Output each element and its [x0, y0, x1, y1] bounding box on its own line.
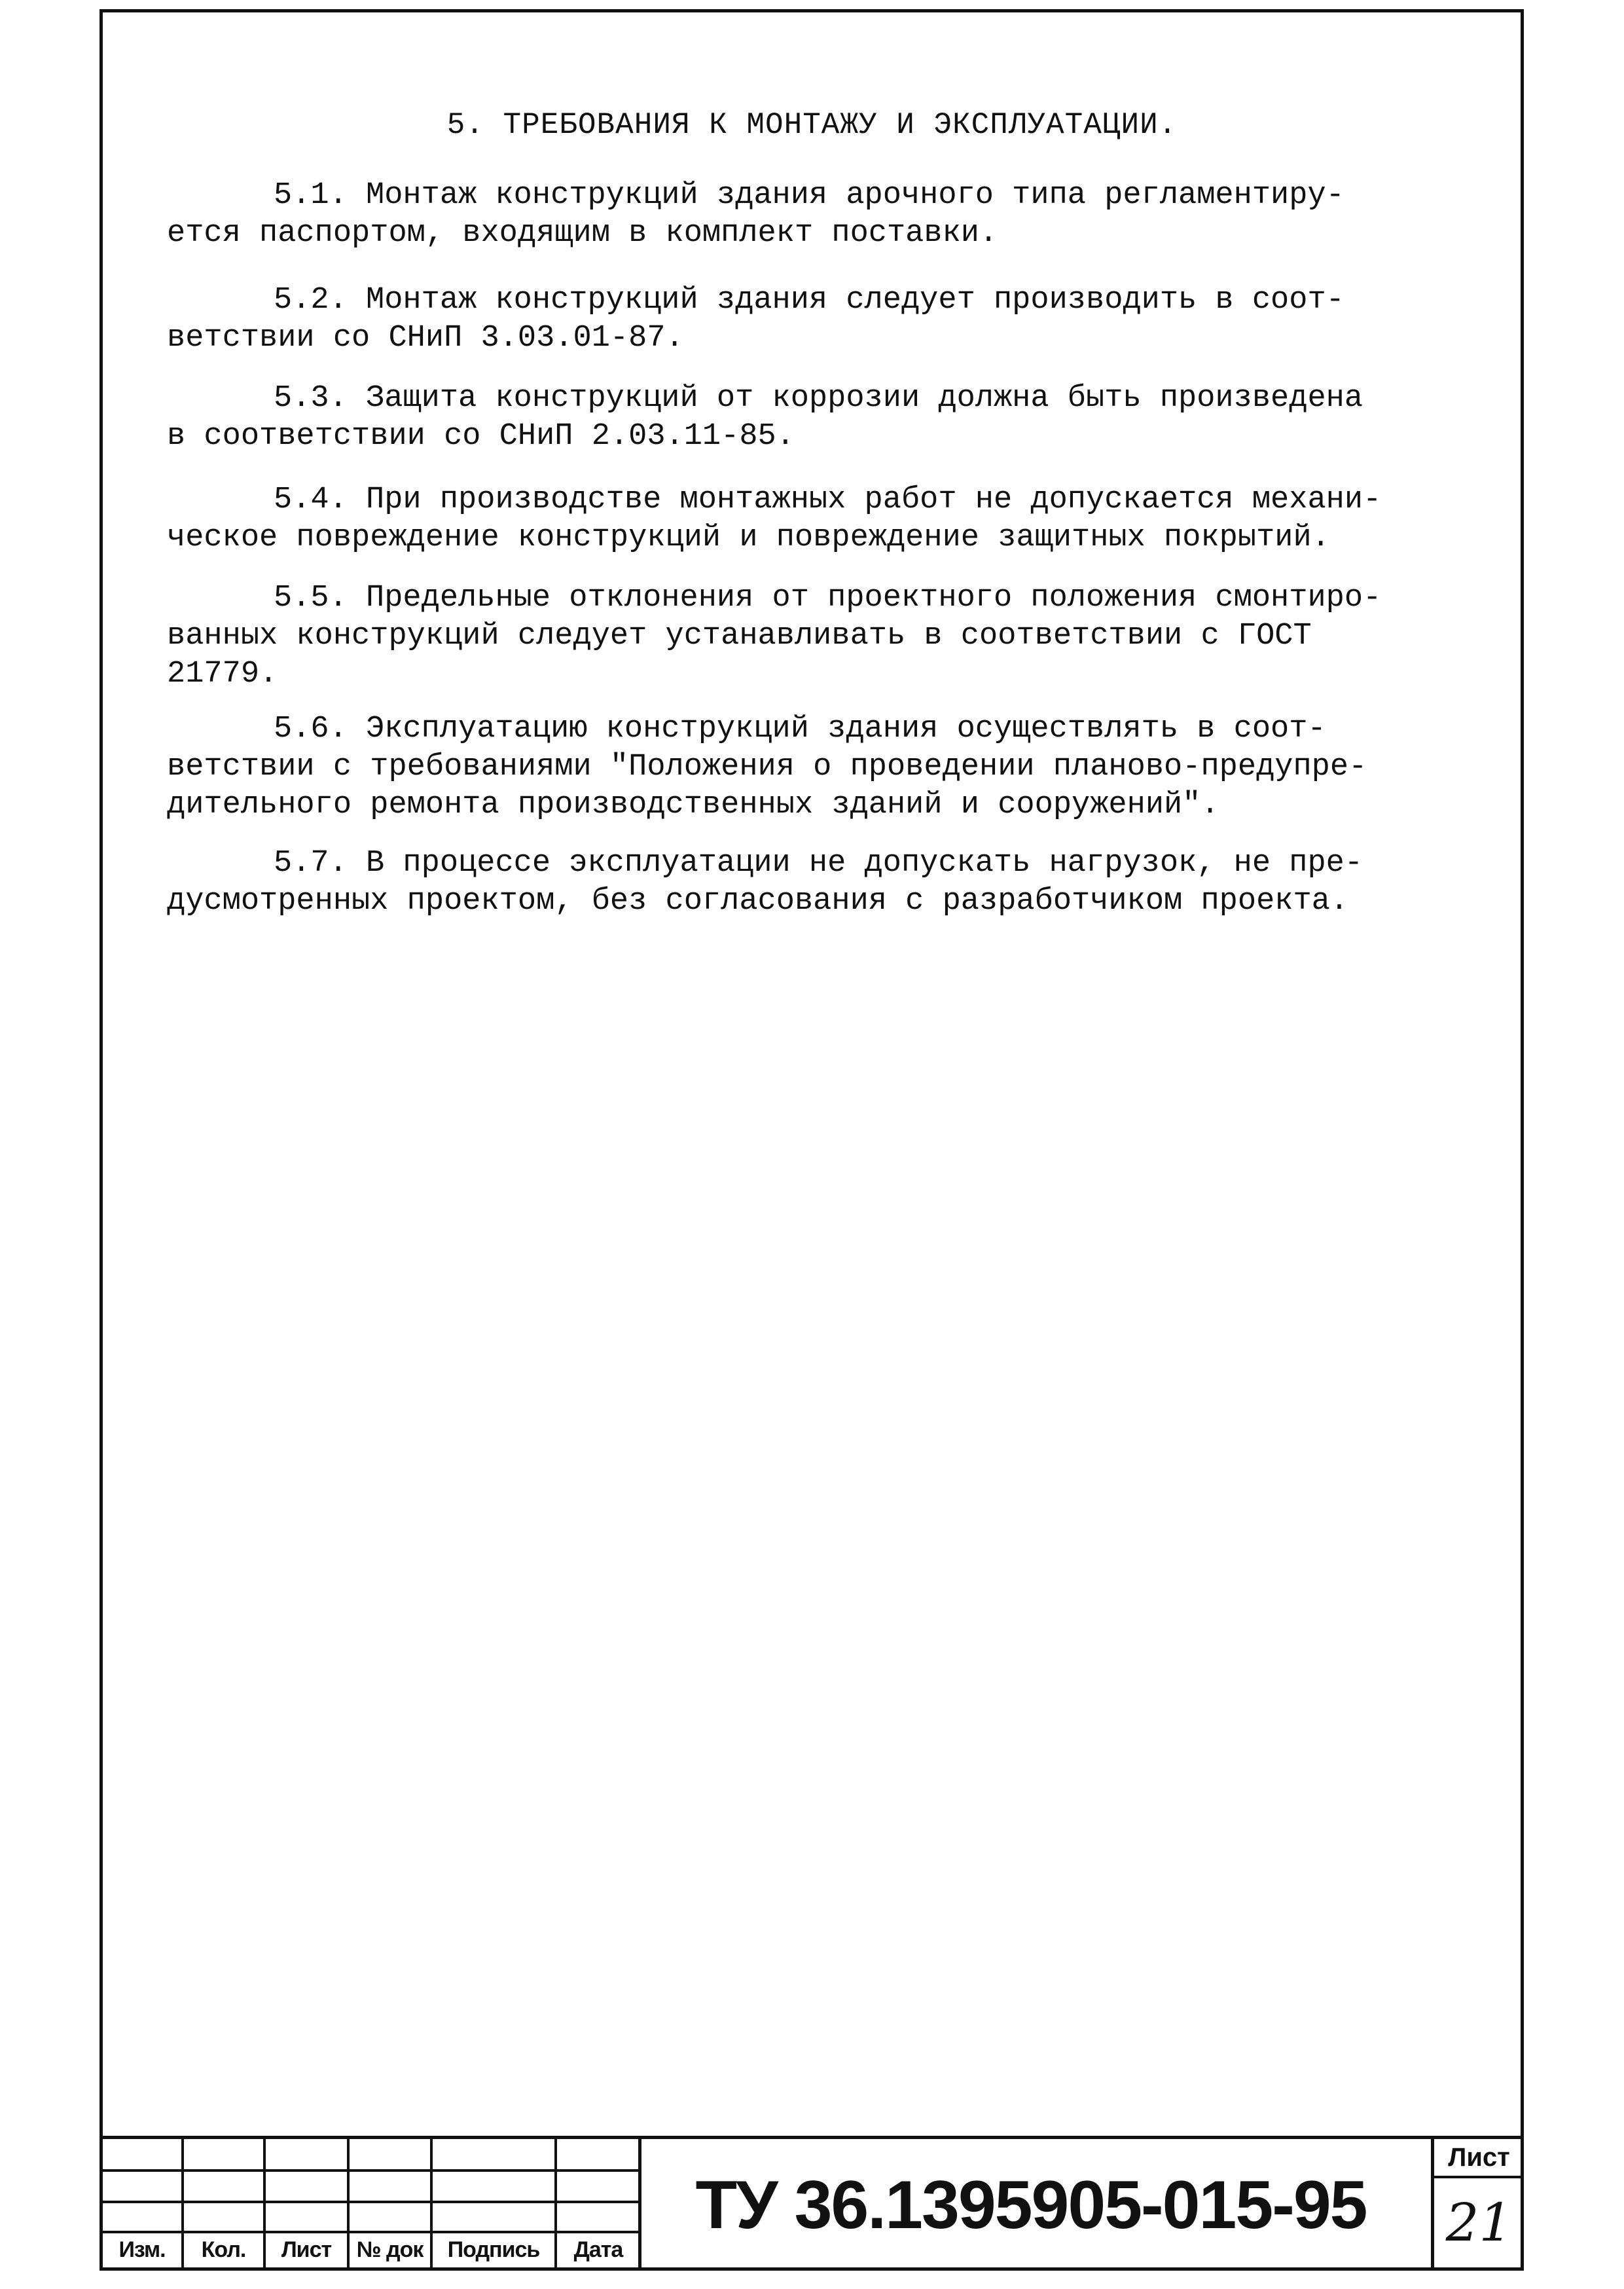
document-code: ТУ 36.1395905-015-95 — [695, 2167, 1367, 2243]
paragraph-line: ветствии со СНиП 3.03.01-87. — [167, 321, 684, 356]
paragraph-5-3 — [167, 380, 1470, 456]
paragraph-line: 5.1. Монтаж конструкций здания арочного типа регламентиру- — [274, 178, 1344, 213]
paragraph-line: 5.4. При производстве монтажных работ не допускается механи- — [274, 483, 1382, 517]
paragraph-line: ческое повреждение конструкций и повреждение защитных покрытий. — [167, 521, 1330, 555]
label-date: Дата — [573, 2237, 623, 2262]
paragraph-line: ветствии с требованиями "Положения о проведении планово-предупре- — [167, 750, 1367, 784]
revision-table — [103, 2138, 640, 2267]
paragraph-5-5 — [167, 579, 1470, 693]
paragraph-line: дусмотренных проектом, без согласования с разработчиком проекта. — [167, 884, 1349, 919]
paragraph-line: 5.5. Предельные отклонения от проектного положения смонтиро- — [274, 581, 1382, 615]
paragraph-5-4 — [167, 481, 1470, 557]
paragraph-5-6 — [167, 710, 1470, 824]
paragraph-line: в соответствии со СНиП 2.03.11-85. — [167, 419, 795, 454]
label-sheet: Лист — [281, 2237, 332, 2262]
grid-line — [1434, 2176, 1524, 2178]
paragraph-line: 21779. — [167, 657, 278, 691]
label-signature: Подпись — [447, 2237, 540, 2262]
paragraph-5-7 — [167, 845, 1470, 921]
label-doc-number: № док — [356, 2237, 424, 2262]
paragraph-line: 5.7. В процессе эксплуатации не допускать нагрузок, не пре- — [274, 846, 1363, 881]
paragraph-line: ется паспортом, входящим в комплект поставки. — [167, 216, 998, 251]
paragraph-5-1 — [167, 177, 1470, 253]
paragraph-5-2 — [167, 282, 1470, 357]
section-heading: 5. ТРЕБОВАНИЯ К МОНТАЖУ И ЭКСПЛУАТАЦИИ. — [446, 108, 1178, 142]
sheet-label: Лист — [1448, 2143, 1510, 2172]
sheet-number: 21 — [1445, 2192, 1513, 2253]
paragraph-line: 5.2. Монтаж конструкций здания следует производить в соот- — [274, 283, 1344, 318]
paragraph-line: 5.3. Защита конструкций от коррозии должна быть произведена — [274, 381, 1363, 416]
paragraph-line: дительного ремонта производственных зданий и сооружений". — [167, 788, 1219, 822]
paragraph-line: ванных конструкций следует устанавливать в соответствии с ГОСТ — [167, 619, 1312, 653]
sheet-box — [1431, 2138, 1524, 2271]
label-quantity: Кол. — [201, 2237, 246, 2262]
label-change: Изм. — [118, 2237, 166, 2262]
paragraph-line: 5.6. Эксплуатацию конструкций здания осуществлять в соот- — [274, 712, 1326, 746]
